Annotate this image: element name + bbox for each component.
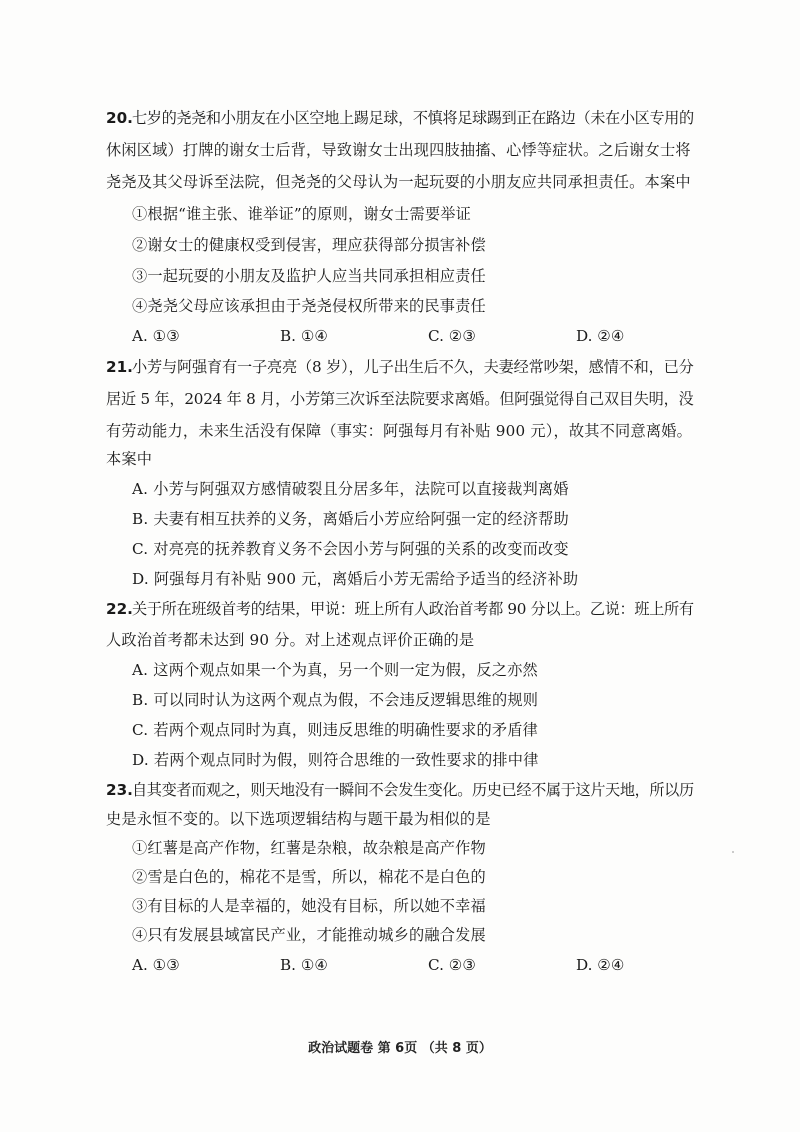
question-number: 23.: [106, 781, 133, 799]
option-b: B. 夫妻有相互扶养的义务，离婚后小芳应给阿强一定的经济帮助: [132, 510, 569, 528]
choice-a: A. ①③: [132, 956, 180, 974]
statement: ④尧尧父母应该承担由于尧尧侵权所带来的民事责任: [132, 297, 486, 315]
question-text-line: 尧尧及其父母诉至法院，但尧尧的父母认为一起玩耍的小朋友应共同承担责任。本案中: [106, 173, 691, 191]
statement: ②雪是白色的，棉花不是雪，所以，棉花不是白色的: [132, 868, 486, 886]
option-a: A. 小芳与阿强双方感情破裂且分居多年，法院可以直接裁判离婚: [132, 480, 569, 498]
option-d: D. 若两个观点同时为假，则符合思维的一致性要求的排中律: [132, 751, 539, 769]
statement: ③一起玩耍的小朋友及监护人应当共同承担相应责任: [132, 267, 486, 285]
question-text-line: 有劳动能力，未来生活没有保障（事实：阿强每月有补贴 900 元），故其不同意离婚。: [106, 422, 692, 440]
choice-b: B. ①④: [280, 956, 329, 974]
choice-a: A. ①③: [132, 327, 180, 345]
choice-d: D. ②④: [576, 956, 625, 974]
choice-b: B. ①④: [280, 327, 329, 345]
question-number: 21.: [106, 358, 133, 376]
option-d: D. 阿强每月有补贴 900 元，离婚后小芳无需给予适当的经济补助: [132, 570, 579, 588]
option-a: A. 这两个观点如果一个为真，另一个则一定为假，反之亦然: [132, 661, 538, 679]
question-text-line: 人政治首考都未达到 90 分。对上述观点评价正确的是: [106, 631, 475, 649]
option-c: C. 若两个观点同时为真，则违反思维的明确性要求的矛盾律: [132, 721, 539, 739]
answer-choices: [132, 955, 692, 975]
option-b: B. 可以同时认为这两个观点为假，不会违反逻辑思维的规则: [132, 691, 539, 709]
question-text-line: 本案中: [106, 450, 153, 468]
question-number: 20.: [106, 109, 133, 127]
question-text-line: 休闲区域）打牌的谢女士后背，导致谢女士出现四肢抽搐、心悸等症状。之后谢女士将: [106, 141, 691, 159]
question-text-line: 小芳与阿强育有一子亮亮（8 岁），儿子出生后不久，夫妻经常吵架，感情不和，已分: [132, 358, 694, 376]
question-text-line: 关于所在班级首考的结果，甲说：班上所有人政治首考都 90 分以上。乙说：班上所有: [132, 600, 694, 618]
question-text-line: 自其变者而观之，则天地没有一瞬间不会发生变化。历史已经不属于这片天地，所以历: [132, 781, 694, 799]
option-c: C. 对亮亮的抚养教育义务不会因小芳与阿强的关系的改变而改变: [132, 540, 569, 558]
statement: ①根据“谁主张、谁举证”的原则，谢女士需要举证: [132, 205, 472, 223]
choice-c: C. ②③: [428, 956, 476, 974]
choice-d: D. ②④: [576, 327, 625, 345]
choice-c: C. ②③: [428, 327, 476, 345]
question-text-line: 居近 5 年，2024 年 8 月，小芳第三次诉至法院要求离婚。但阿强觉得自己双目失明，没: [106, 390, 694, 408]
statement: ④只有发展县域富民产业，才能推动城乡的融合发展: [132, 926, 486, 944]
scan-speck: [732, 851, 734, 853]
statement: ②谢女士的健康权受到侵害，理应获得部分损害补偿: [132, 236, 486, 254]
page-footer: 政治试题卷 第 6页 （共 8 页）: [308, 1041, 492, 1056]
question-number: 22.: [106, 600, 133, 618]
question-text-line: 七岁的尧尧和小朋友在小区空地上踢足球，不慎将足球踢到正在路边（未在小区专用的: [132, 109, 694, 127]
question-text-line: 史是永恒不变的。以下选项逻辑结构与题干最为相似的是: [106, 810, 491, 828]
answer-choices: [132, 326, 692, 346]
statement: ③有目标的人是幸福的，她没有目标，所以她不幸福: [132, 897, 486, 915]
statement: ①红薯是高产作物，红薯是杂粮，故杂粮是高产作物: [132, 839, 486, 857]
